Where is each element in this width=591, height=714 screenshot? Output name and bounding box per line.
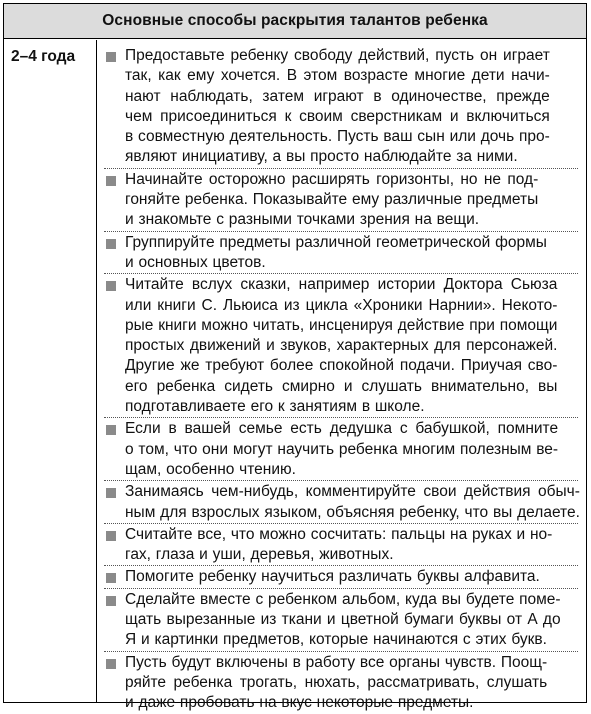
square-bullet-icon [106,52,116,62]
text-line: Группируйте предметы различной геометрической формы [125,233,547,251]
advice-list [104,46,578,714]
text-line: ным для взрослых языком, объясняя ребенку, что вы делаете. [125,503,580,521]
text-line: и основных цветов. [125,253,266,271]
list-item-text [125,590,561,651]
text-line: Предоставьте ребенку свободу действий, пусть он играет [125,47,550,64]
text-line: Я и картинки предметов, которые начинаются с этих букв. [125,631,547,649]
item-separator [104,523,578,524]
item-separator [104,480,578,481]
square-bullet-icon [106,531,116,541]
text-line: Читайте вслух сказки, например истории Доктора Сьюза [125,276,558,294]
square-bullet-icon [106,659,116,669]
text-line: в совместную деятельность. Пусть ваш сын или дочь про- [125,128,550,146]
square-bullet-icon [106,281,116,291]
text-line: Если в вашей семье есть дедушка с бабушкой, помните [125,420,559,438]
text-line: ряйте ребенка трогать, нюхать, рассматривать, слушать [125,673,548,691]
text-line: Занимаясь чем-нибудь, комментируйте свои действия обыч- [125,483,580,501]
list-item-text [125,419,558,480]
text-line: гах, глаза и уши, деревья, животных. [125,546,394,564]
list-item-text [125,525,552,566]
text-line: подготавливаете его к занятиям в школе. [125,398,425,416]
text-line: рые книги можно читать, инсценируя действие при помощи [125,316,558,334]
list-item [104,590,578,651]
text-line: Начинайте осторожно расширять горизонты, но не под- [125,170,539,188]
square-bullet-icon [106,573,116,583]
list-item [104,275,578,417]
table-body [4,40,586,712]
text-line: и даже пробовать на вкус некоторые предметы. [125,694,474,712]
text-line: гоняйте ребенка. Показывайте ему различные предметы [125,191,539,209]
item-separator [104,168,578,169]
text-line: так, как ему хочется. В этом возрасте многие дети начи- [125,67,550,85]
item-separator [104,417,578,418]
list-item-text [125,567,540,587]
list-item-text [125,482,580,523]
square-bullet-icon [106,425,116,435]
list-item [104,525,578,566]
list-item [104,653,578,714]
text-line: Другие же требуют более спокойной подачи. Приучая сво- [125,357,558,375]
table-title: Основные способы раскрытия талантов ребенка [4,4,586,39]
text-line: простых движений и звуков, характерных для персонажей. [125,337,558,355]
square-bullet-icon [106,176,116,186]
list-item [104,233,578,274]
item-separator [104,588,578,589]
age-cell: 2–4 года [4,40,97,702]
list-item [104,170,578,231]
text-line: Сделайте вместе с ребенком альбом, куда вы будете поме- [125,590,561,608]
square-bullet-icon [106,596,116,606]
item-separator [104,651,578,652]
item-separator [104,273,578,274]
text-line: чем присоединиться к своим сверстникам и включиться [125,107,550,125]
list-item-text [125,275,557,417]
item-separator [104,565,578,566]
text-line: о том, что они могут научить ребенка многим полезным ве- [125,440,559,458]
list-item-text [125,233,547,274]
text-line: нают наблюдать, затем играют в одиночестве, прежде [125,87,550,105]
text-line: щам, особенно чтению. [125,460,296,478]
list-item [104,419,578,480]
item-separator [104,231,578,232]
list-item-text [125,46,550,168]
square-bullet-icon [106,488,116,498]
list-item [104,46,578,168]
square-bullet-icon [106,239,116,249]
list-item-text [125,653,547,714]
text-line: Считайте все, что можно сосчитать: пальцы на руках и но- [125,525,553,543]
list-item [104,567,578,587]
talents-table [3,3,587,712]
text-line: Помогите ребенку научиться различать буквы алфавита. [125,568,540,586]
text-line: или книги С. Льюиса из цикла «Хроники Нарнии». Некото- [125,296,558,314]
text-line: щать вырезанные из ткани и цветной бумаги буквы от А до [125,611,561,629]
text-line: являют инициативу, а вы просто наблюдайте за ними. [125,148,518,166]
text-line: Пусть будут включены в работу все органы чувств. Поощ- [125,653,548,671]
text-line: его ребенка сидеть смирно и слушать внимательно, вы [125,377,558,395]
list-item [104,482,578,523]
text-line: и знакомьте с разными точками зрения на вещи. [125,211,480,229]
list-item-text [125,170,538,231]
